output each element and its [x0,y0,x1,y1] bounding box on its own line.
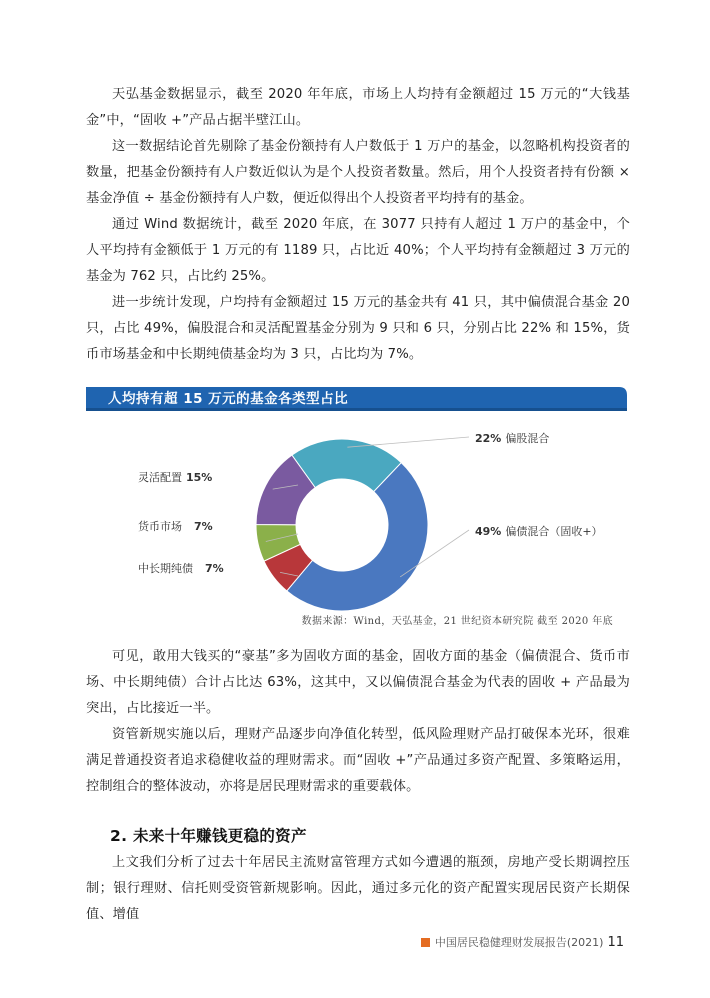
paragraph: 天弘基金数据显示，截至 2020 年年底，市场上人均持有金额超过 15 万元的“大钱基金”中，“固收 +”产品占据半壁江山。 [86,87,630,128]
label-long-bond: 中长期纯债 7% [138,562,224,575]
paragraph: 进一步统计发现，户均持有金额超过 15 万元的基金共有 41 只，其中偏债混合基金 20 只，占比 49%，偏股混合和灵活配置基金分别为 9 只和 6 只，分别占比 22% 和 15%，货币市场基金和中长期纯债基金均为 3 只，占比均为 7%。 [86,295,630,362]
footer-accent-square [421,938,430,947]
label-bond-mixed: 49% 偏债混合（固收+） [475,525,603,538]
paragraph: 资管新规实施以后，理财产品逐步向净值化转型，低风险理财产品打破保本光环，很难满足普通投资者追求稳健收益的理财需求。而“固收 +”产品通过多资产配置、多策略运用，控制组合的整体波动，亦将是居民理财需求的重要载体。 [86,727,630,794]
chart-title-banner [86,387,627,411]
section-heading: 2. 未来十年赚钱更稳的资产 [110,827,307,845]
paragraph: 上文我们分析了过去十年居民主流财富管理方式如今遭遇的瓶颈，房地产受长期调控压制；银行理财、信托则受资管新规影响。因此，通过多元化的资产配置实现居民资产长期保值、增值 [86,855,630,922]
footer-report-title: 中国居民稳健理财发展报告(2021) [434,936,604,949]
paragraph: 通过 Wind 数据统计，截至 2020 年底，在 3077 只持有人超过 1 万户的基金中，个人平均持有金额低于 1 万元的有 1189 只，占比近 40%；个人平均持有金额超过 3 万元的基金为 762 只，占比约 25%。 [86,217,630,284]
page-number: 11 [607,934,624,950]
page-footer [421,934,624,950]
paragraph: 可见，敢用大钱买的“豪基”多为固收方面的基金，固收方面的基金（偏债混合、货币市场、中长期纯债）合计占比达 63%，这其中，又以偏债混合基金为代表的固收 + 产品最为突出，占比接近一半。 [86,649,630,716]
paragraph: 这一数据结论首先剔除了基金份额持有人户数低于 1 万户的基金，以忽略机构投资者的数量，把基金份额持有人户数近似认为是个人投资者数量。然后，用个人投资者持有份额 × 基金净值 ÷ 基金份额持有人户数，便近似得出个人投资者平均持有的基金。 [86,139,630,206]
chart-title: 人均持有超 15 万元的基金各类型占比 [108,391,349,407]
donut-chart [86,415,627,625]
label-money-market: 货币市场 7% [138,520,213,533]
chart-source: 数据来源：Wind，天弘基金，21 世纪资本研究院 截至 2020 年底 [301,616,613,627]
label-flexible: 灵活配置 15% [138,471,213,484]
label-stock-mixed: 22% 偏股混合 [475,432,550,445]
